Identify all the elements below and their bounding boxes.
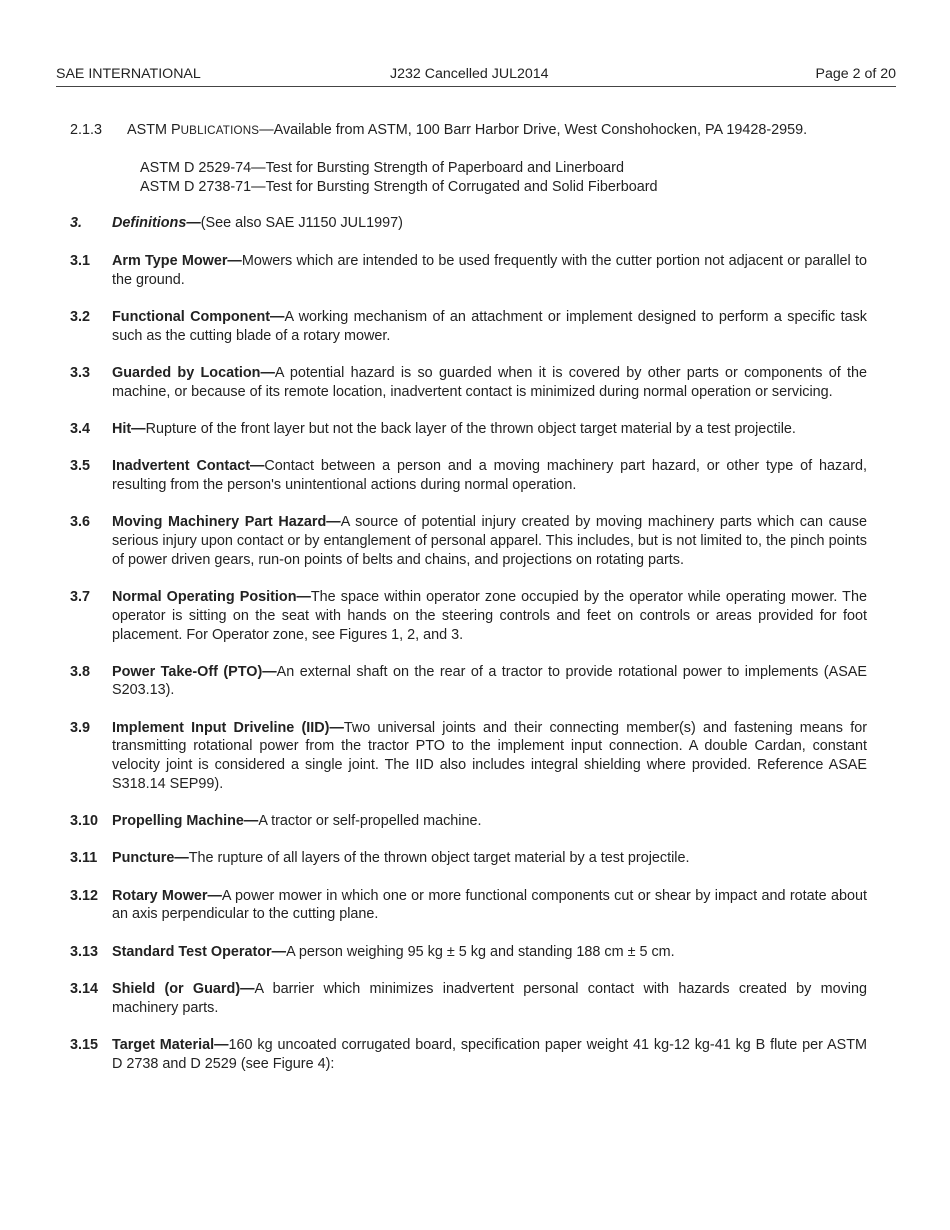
header-document-status: J232 Cancelled JUL2014	[390, 66, 549, 82]
section-title: Definitions—	[112, 215, 201, 231]
definition-number: 3.1	[70, 253, 91, 269]
definition-number: 3.10	[70, 813, 99, 830]
definition-number: 3.11	[70, 850, 98, 867]
definition-item	[70, 420, 867, 439]
definition-number: 3.13	[70, 943, 99, 960]
definition-term: Guarded by Location—	[112, 364, 275, 381]
definition-text: A source of potential injury created by moving machinery parts which can cause serious injury upon contact or by entanglement of personal apparel. This includes, but is not limited to, the pinch points of power driven gears, run-on points of belts and chains, and projections on rotating parts.	[112, 514, 867, 568]
definition-item	[70, 980, 867, 1018]
section-note: (See also SAE J1150 JUL1997)	[200, 215, 403, 231]
definition-item	[70, 849, 867, 868]
definition-item	[70, 252, 867, 290]
subsection-title-first: ASTM P	[127, 122, 181, 138]
definition-text: A barrier which minimizes inadvertent personal contact with hazards created by moving machinery parts.	[112, 980, 867, 1016]
header-page-number: Page 2 of 20	[815, 66, 896, 82]
header-organization: SAE INTERNATIONAL	[56, 66, 201, 82]
definition-item	[70, 513, 867, 569]
definition-text: Mowers which are intended to be used frequently with the cutter portion not adjacent or parallel to the ground.	[112, 253, 867, 288]
definition-term: Propelling Machine—	[112, 813, 259, 830]
definition-item	[70, 1036, 867, 1074]
reference-item: ASTM D 2738-71—Test for Bursting Strength of Corrugated and Solid Fiberboard	[140, 179, 658, 195]
definition-text: 160 kg uncoated corrugated board, specification paper weight 41 kg-12 kg-41 kg B flute per ASTM D 2738 and D 2529 (see Figure 4):	[112, 1036, 867, 1072]
definition-item	[70, 588, 867, 644]
reference-list	[140, 159, 658, 197]
definition-term: Functional Component—	[112, 308, 285, 325]
definition-term: Puncture—	[112, 850, 189, 867]
definition-number: 3.3	[70, 364, 91, 381]
section-3-heading	[70, 215, 403, 231]
definition-text: The space within operator zone occupied by the operator while operating mower. The operator is sitting on the seat with hands on the steering controls and feet on controls or areas provided for foot placement. For Operator zone, see Figures 1, 2, and 3.	[112, 588, 867, 643]
definition-number: 3.5	[70, 458, 91, 475]
definition-number: 3.8	[70, 663, 91, 680]
definition-text: Contact between a person and a moving machinery part hazard, or other type of hazard, resulting from the person's unintentional actions during normal operation.	[112, 458, 868, 493]
definition-text: An external shaft on the rear of a tractor to provide rotational power to implements (ASAE S203.13).	[112, 663, 867, 699]
subsection-title-rest: UBLICATIONS	[180, 124, 260, 137]
definition-term: Arm Type Mower—	[112, 253, 242, 269]
definition-number: 3.15	[70, 1036, 99, 1053]
definition-item	[70, 812, 867, 831]
definition-number: 3.12	[70, 887, 99, 904]
definition-term: Power Take-Off (PTO)—	[112, 663, 277, 680]
reference-item: ASTM D 2529-74—Test for Bursting Strength of Paperboard and Linerboard	[140, 160, 624, 176]
definition-number: 3.7	[70, 588, 91, 605]
definition-item	[70, 719, 867, 794]
definition-term: Inadvertent Contact—	[112, 458, 265, 475]
definition-term: Rotary Mower—	[112, 887, 222, 904]
definition-text: Two universal joints and their connecting member(s) and fastening means for transmitting rotational power from the tractor PTO to the implement input connection. A double Cardan, constant velocity joint is considered a single joint. The IID also includes integral shielding where provided. Reference ASAE S318.14 SEP99).	[112, 719, 867, 793]
definition-text: Rupture of the front layer but not the back layer of the thrown object target material by a test projectile.	[145, 420, 796, 437]
definition-term: Hit—	[112, 420, 146, 437]
definition-text: The rupture of all layers of the thrown object target material by a test projectile.	[188, 850, 690, 867]
definition-text: A power mower in which one or more functional components cut or shear by impact and rotate about an axis perpendicular to the cutting plane.	[112, 887, 867, 923]
definition-term: Moving Machinery Part Hazard—	[112, 514, 341, 531]
page-header	[56, 66, 896, 87]
definition-number: 3.6	[70, 514, 91, 531]
definition-text: A potential hazard is so guarded when it is covered by other parts or components of the machine, or because of its remote location, inadvertent contact is minimized during normal operation or servicing.	[112, 364, 868, 400]
section-number: 3.	[70, 215, 83, 231]
definition-item	[70, 308, 867, 346]
definition-number: 3.2	[70, 308, 91, 325]
subsection-text: —Available from ASTM, 100 Barr Harbor Drive, West Conshohocken, PA 19428-2959.	[259, 122, 808, 138]
definition-item	[70, 364, 867, 402]
definitions-list	[70, 252, 867, 1073]
definition-number: 3.4	[70, 420, 91, 437]
definition-number: 3.9	[70, 719, 91, 736]
definition-term: Target Material—	[112, 1036, 229, 1053]
definition-item	[70, 457, 867, 495]
definition-item	[70, 663, 867, 701]
definition-item	[70, 887, 867, 925]
definition-term: Standard Test Operator—	[112, 943, 287, 960]
definition-item	[70, 943, 867, 962]
definition-text: A tractor or self-propelled machine.	[258, 813, 482, 830]
subsection-number: 2.1.3	[70, 122, 103, 138]
definition-number: 3.14	[70, 980, 99, 997]
definition-term: Shield (or Guard)—	[112, 980, 255, 997]
definition-term: Normal Operating Position—	[112, 588, 311, 605]
definition-term: Implement Input Driveline (IID)—	[112, 719, 344, 736]
definition-text: A working mechanism of an attachment or implement designed to perform a specific task such as the cutting blade of a rotary mower.	[112, 308, 867, 344]
definition-text: A person weighing 95 kg ± 5 kg and standing 188 cm ± 5 cm.	[286, 943, 675, 960]
subsection-2-1-3	[70, 122, 807, 138]
